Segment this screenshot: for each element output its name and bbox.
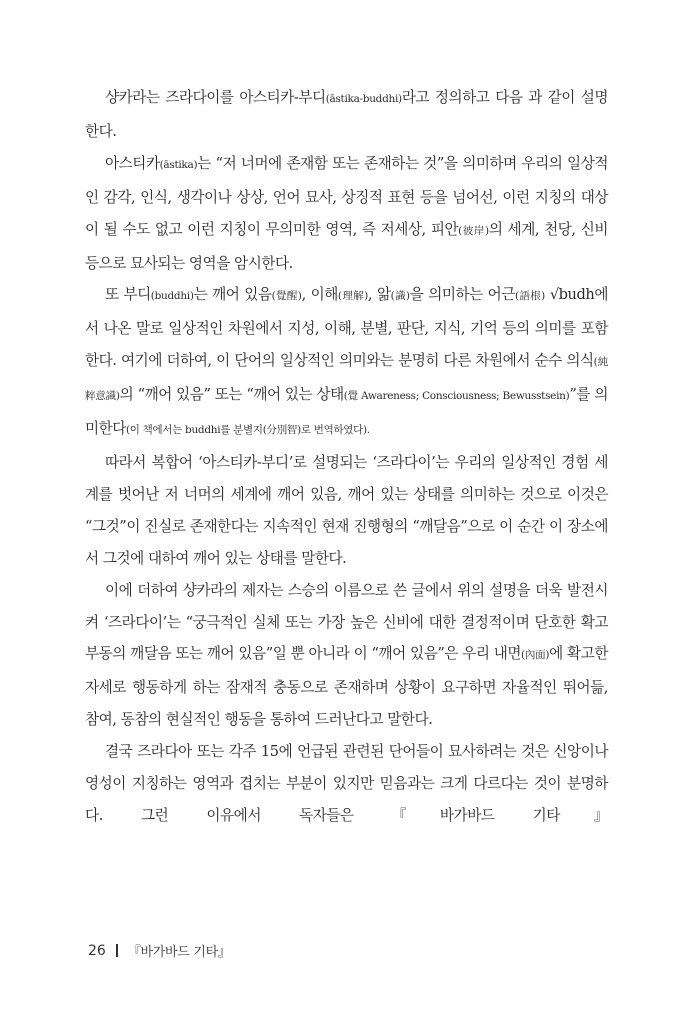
paragraph-text: 라고 정의하고 다음 과 같이 설명한다. xyxy=(85,89,608,140)
body-text xyxy=(85,82,608,832)
annotation-text: (內面) xyxy=(521,649,550,662)
annotation-text: (識) xyxy=(390,290,410,303)
annotation-text: (āstika-buddhi) xyxy=(325,93,402,105)
page-number: 26 xyxy=(88,942,106,959)
paragraph-4 xyxy=(85,447,608,575)
paragraph-6 xyxy=(85,736,608,832)
paragraph-text: , 앎 xyxy=(367,286,391,304)
annotation-text: (語根) xyxy=(514,290,545,303)
paragraph-text: √budh에서 나온 말로 일상적인 차원에서 지성, 이해, 분별, 판단, 지식, 기억 등의 의미를 포함한다. 여기에 더하여, 이 단어의 일상적인 의미와는 분명히 다른 차원에서 순수 의식 xyxy=(85,286,608,370)
paragraph-text: 결국 즈라다아 또는 각주 15에 언급된 관련된 단어들이 묘사하려는 것은 신앙이나 영성이 지칭하는 영역과 겹치는 부분이 있지만 믿음과는 크게 다르다는 것이 분명하다. 그런 이유에서 독자들은 『바가바드 기타』 xyxy=(85,743,608,824)
paragraph-text: 는 “저 너머에 존재함 또는 존재하는 것”을 의미하며 우리의 일상적인 감각, 인식, 생각이나 상상, 언어 묘사, 상징적 표현 등을 넘어선, 이런 지칭의 대상이 될 수도 없고 이런 지칭이 무의미한 영역, 즉 저세상, 피안 xyxy=(85,154,608,238)
annotation-text: (āstika) xyxy=(159,158,198,171)
paragraph-text: 의 세계, 천당, 신비 등으로 묘사되는 영역을 암시한다. xyxy=(85,220,608,272)
paragraph-text: ”를 의미한다 xyxy=(85,386,608,438)
annotation-text: (覺 Awareness; Consciousness; Bewusstsein) xyxy=(343,390,570,403)
annotation-text: (純粹意識) xyxy=(85,356,608,403)
paragraph-1 xyxy=(85,82,608,148)
paragraph-3 xyxy=(85,279,608,447)
annotation-text: (彼岸) xyxy=(458,224,489,237)
paragraph-text: 샹카라는 즈라다이를 아스티카-부디 xyxy=(105,89,326,106)
paragraph-text: 의 “깨어 있음” 또는 “깨어 있는 상태 xyxy=(119,386,344,404)
paragraph-text: 아스티카 xyxy=(105,154,160,172)
annotation-text: (이 책에서는 buddhi를 분별지(分別智)로 번역하였다). xyxy=(125,424,370,437)
paragraph-text: 이에 더하여 샹카라의 제자는 스승의 이름으로 쓴 글에서 위의 설명을 더욱 발전시켜 ‘즈라다이’는 “궁극적인 실체 또는 가장 높은 신비에 대한 결정적이며 단호한 확고부동의 깨달음 또는 깨어 있음”일 뿐 아니라 이 “깨어 있음”은 우리 내면 xyxy=(85,581,608,663)
annotation-text: (buddhi) xyxy=(150,290,194,303)
paragraph-text: 또 부디 xyxy=(105,286,151,304)
paragraph-text: 따라서 복합어 ‘아스티카-부디’로 설명되는 ‘즈라다이’는 우리의 일상적인 경험 세계를 벗어난 저 너머의 세계에 깨어 있음, 깨어 있는 상태를 의미하는 것으로 이것은 “그것”이 진실로 존재한다는 지속적인 현재 진행형의 “깨달음”으로 이 순간 이 장소에서 그것에 대하여 깨어 있는 상태를 말한다. xyxy=(85,453,608,567)
paragraph-5 xyxy=(85,575,608,737)
paragraph-text: , 이해 xyxy=(301,286,338,304)
paragraph-text: 을 의미하는 어근 xyxy=(409,286,515,304)
footer-divider xyxy=(116,944,118,957)
paragraph-2 xyxy=(85,148,608,280)
paragraph-text: 는 깨어 있음 xyxy=(193,286,272,304)
page-footer xyxy=(88,941,231,960)
running-title: 『바가바드 기타』 xyxy=(127,945,231,960)
annotation-text: (覺醒) xyxy=(271,290,302,303)
annotation-text: (理解) xyxy=(337,290,368,303)
paragraph-text: 에 확고한 자세로 행동하게 하는 잠재적 충동으로 존재하며 상황이 요구하면 자율적인 뛰어듦, 참여, 동참의 현실적인 행동을 통하여 드러난다고 말한다. xyxy=(85,645,608,729)
